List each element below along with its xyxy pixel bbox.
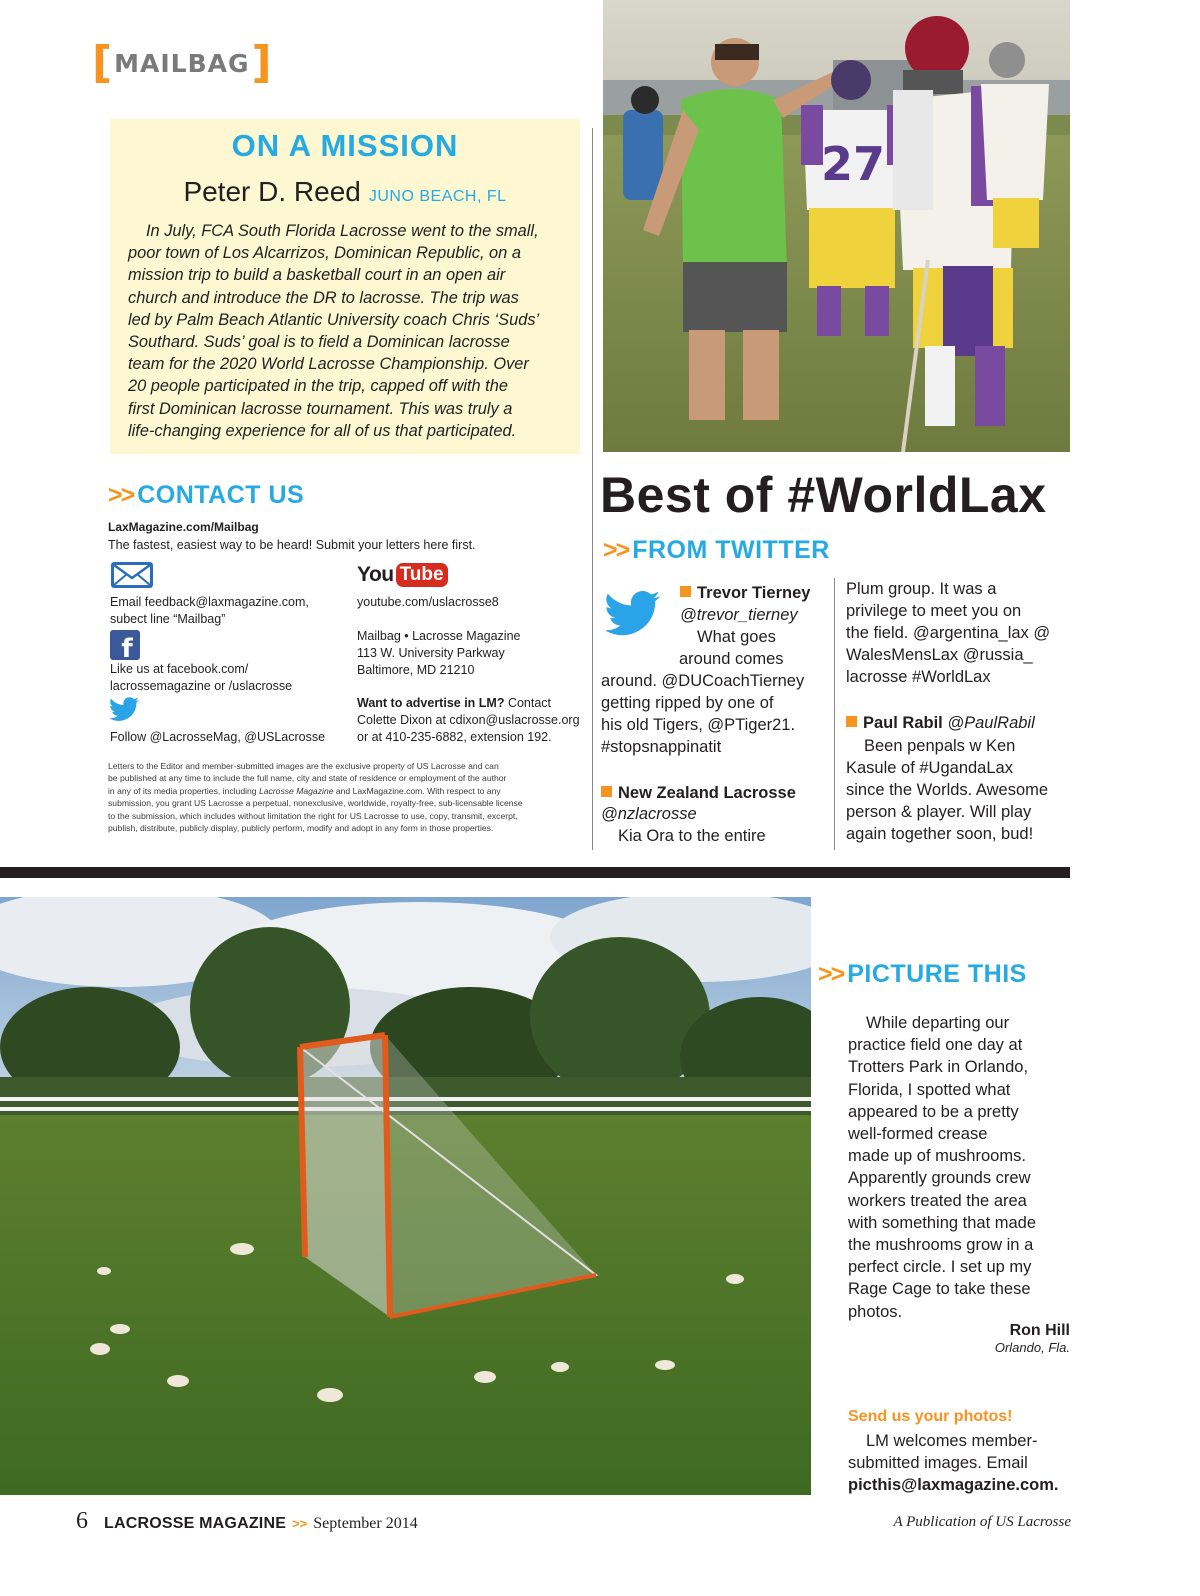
tweet-line: again together soon, bud! bbox=[846, 825, 1034, 843]
contact-subtitle: The fastest, easiest way to be heard! Submit your letters here first. bbox=[108, 538, 476, 552]
picture-line: appeared to be a pretty bbox=[848, 1102, 1019, 1121]
publisher-line: A Publication of US Lacrosse bbox=[893, 1514, 1071, 1530]
legal-italic: Lacrosse Magazine bbox=[258, 785, 334, 796]
section-divider-bar bbox=[0, 867, 1070, 878]
tweet-line: person & player. Will play bbox=[846, 803, 1032, 821]
letter-headline: ON A MISSION bbox=[231, 128, 459, 163]
tweet-line: #stopsnappinatit bbox=[601, 738, 722, 756]
legal-text: and LaxMagazine.com. With respect to any bbox=[333, 785, 501, 796]
twitter-follow-line[interactable]: Follow @LacrosseMag, @USLacrosse bbox=[110, 730, 326, 744]
mushroom-crease-photo-image bbox=[0, 897, 811, 1495]
advertise-info bbox=[357, 695, 580, 746]
tweet-author-name: Paul Rabil bbox=[863, 714, 943, 732]
left-bracket: [ bbox=[92, 37, 113, 88]
picture-line: photos. bbox=[848, 1302, 903, 1321]
letter-line: In July, FCA South Florida Lacrosse went to the small, bbox=[146, 222, 539, 240]
mail-line: Baltimore, MD 21210 bbox=[357, 663, 475, 677]
tweet-line: WalesMensLax @russia_ bbox=[846, 646, 1033, 664]
letter-line: 20 people participated in the trip, capped off with the bbox=[128, 377, 508, 396]
contact-heading bbox=[108, 481, 304, 510]
send-line: LM welcomes member- bbox=[866, 1432, 1038, 1450]
from-twitter-heading bbox=[603, 536, 830, 565]
advertise-bold: Want to advertise in LM? bbox=[357, 696, 505, 710]
advertise-line bbox=[357, 695, 580, 712]
column-divider bbox=[592, 128, 593, 850]
youtube-logo bbox=[357, 563, 448, 587]
picture-line: well-formed crease bbox=[848, 1125, 988, 1144]
facebook-line[interactable]: lacrossemagazine or /uslacrosse bbox=[110, 679, 293, 693]
tweet-author-name: Trevor Tierney bbox=[697, 584, 811, 602]
mail-address bbox=[357, 628, 521, 679]
from-twitter-text: FROM TWITTER bbox=[632, 536, 830, 564]
letter-author: Peter D. Reed bbox=[183, 176, 361, 207]
bullet-square-icon bbox=[680, 586, 691, 597]
mailbag-url[interactable]: LaxMagazine.com/Mailbag bbox=[108, 520, 259, 534]
send-photos-body bbox=[848, 1430, 1070, 1497]
twitter-bird-icon bbox=[606, 590, 662, 641]
letter-line: team for the 2020 World Lacrosse Championship. Over bbox=[128, 355, 529, 374]
legal-line: publish, distribute, publicly display, publicly perform, modify and adopt in any form in those properties. bbox=[108, 823, 494, 834]
mushroom-crease-photo bbox=[0, 897, 811, 1495]
letter-line: mission trip to build a basketball court in an open air bbox=[128, 266, 506, 285]
advertise-line: Colette Dixon at cdixon@uslacrosse.org bbox=[357, 713, 580, 727]
advertise-line: or at 410-235-6882, extension 192. bbox=[357, 730, 552, 744]
letter-line: led by Palm Beach Atlantic University coach Chris ‘Suds’ bbox=[128, 310, 540, 329]
signature-location: Orlando, Fla. bbox=[994, 1340, 1070, 1355]
advertise-rest: Contact bbox=[504, 696, 552, 710]
email-line[interactable]: Email feedback@laxmagazine.com, bbox=[110, 595, 309, 609]
players-photo-image bbox=[603, 0, 1070, 452]
tweet-line: since the Worlds. Awesome bbox=[846, 781, 1049, 799]
facebook-contact bbox=[110, 661, 292, 695]
contact-arrows: >> bbox=[108, 481, 134, 509]
youtube-url[interactable]: youtube.com/uslacrosse8 bbox=[357, 595, 499, 609]
tweet-line: Plum group. It was a bbox=[846, 580, 997, 598]
letter-line: poor town of Los Alcarrizos, Dominican Republic, on a bbox=[128, 244, 521, 263]
issue-date: September 2014 bbox=[313, 1515, 418, 1532]
signature-name: Ron Hill bbox=[1009, 1322, 1070, 1339]
right-bracket: ] bbox=[251, 37, 272, 88]
tweet-author bbox=[680, 582, 810, 604]
picture-line: made up of mushrooms. bbox=[848, 1147, 1026, 1166]
tweet-line: Been penpals w Ken bbox=[864, 737, 1016, 755]
letter-location: JUNO BEACH, FL bbox=[368, 188, 507, 205]
tweet-column-divider bbox=[834, 578, 835, 850]
picture-line: Trotters Park in Orlando, bbox=[848, 1058, 1029, 1077]
twitter-arrows: >> bbox=[603, 536, 629, 564]
tweet-line: the field. @argentina_lax @ bbox=[846, 624, 1051, 642]
bestof-title: Best of #WorldLax bbox=[600, 467, 1047, 523]
tweet-line: lacrosse #WorldLax bbox=[846, 668, 991, 686]
legal-line: submission, you grant US Lacrosse a perpetual, nonexclusive, worldwide, royalty-free, sub-licensable license bbox=[108, 798, 523, 809]
picture-line: with something that made bbox=[848, 1213, 1037, 1232]
send-email-link[interactable]: picthis@laxmagazine.com. bbox=[848, 1476, 1059, 1495]
tweet-handle[interactable]: @nzlacrosse bbox=[601, 805, 697, 823]
picture-line: Florida, I spotted what bbox=[848, 1080, 1011, 1099]
tweet-line: What goes bbox=[697, 628, 776, 646]
picture-line: Rage Cage to take these bbox=[848, 1280, 1031, 1299]
footer-arrows: >> bbox=[292, 1516, 308, 1531]
section-tag bbox=[92, 37, 272, 88]
legal-line: to the submission, which includes without limitation the right for US Lacrosse to use, copy, transmit, excerpt, bbox=[108, 810, 518, 821]
letter-line: first Dominican lacrosse tournament. This was truly a bbox=[128, 399, 513, 418]
twitter-small-icon bbox=[110, 697, 140, 726]
tweet-line: Kia Ora to the entire bbox=[618, 827, 766, 845]
tweet-author-name: New Zealand Lacrosse bbox=[618, 784, 796, 802]
tweet-author bbox=[846, 712, 1035, 734]
picture-this-text: PICTURE THIS bbox=[847, 960, 1027, 988]
picture-this-heading bbox=[818, 960, 1027, 989]
tweet-author bbox=[601, 782, 796, 804]
letter-line: life-changing experience for all of us that participated. bbox=[128, 421, 517, 440]
legal-text: in any of its media properties, including bbox=[108, 785, 259, 796]
magazine-name: LACROSSE MAGAZINE bbox=[104, 1515, 287, 1532]
legal-line bbox=[108, 785, 578, 797]
legal-line: be published at any time to include the full name, city and state of residence or employment of the author bbox=[108, 773, 507, 784]
picture-line: the mushrooms grow in a bbox=[848, 1236, 1034, 1255]
facebook-line[interactable]: Like us at facebook.com/ bbox=[110, 662, 249, 676]
bullet-square-icon bbox=[601, 786, 612, 797]
legal-notice bbox=[108, 760, 578, 834]
mail-line: Mailbag • Lacrosse Magazine bbox=[357, 629, 521, 643]
mail-line: 113 W. University Parkway bbox=[357, 646, 505, 660]
tweet-handle[interactable]: @trevor_tierney bbox=[680, 606, 798, 624]
picture-line: Apparently grounds crew bbox=[848, 1169, 1031, 1188]
bullet-square-icon bbox=[846, 716, 857, 727]
letter-body bbox=[128, 220, 568, 442]
picture-body bbox=[848, 1012, 1062, 1323]
picture-line: workers treated the area bbox=[848, 1191, 1027, 1210]
players-photo bbox=[603, 0, 1070, 452]
tweet-line: around comes bbox=[679, 650, 784, 668]
letter-byline bbox=[110, 176, 580, 208]
section-tag-label: MAILBAG bbox=[114, 48, 250, 78]
tweet-handle[interactable]: @PaulRabil bbox=[947, 714, 1035, 732]
tweet-line: getting ripped by one of bbox=[601, 694, 774, 712]
page-footer bbox=[76, 1508, 418, 1535]
page-number: 6 bbox=[76, 1508, 88, 1534]
picture-arrows: >> bbox=[818, 960, 844, 988]
tweet-line: his old Tigers, @PTiger21. bbox=[601, 716, 796, 734]
picture-line: perfect circle. I set up my bbox=[848, 1258, 1032, 1277]
svg-text:27: 27 bbox=[820, 137, 886, 191]
email-contact bbox=[110, 594, 309, 628]
tweet-line: privilege to meet you on bbox=[846, 602, 1022, 620]
picture-line: While departing our bbox=[866, 1014, 1010, 1032]
send-photos-heading: Send us your photos! bbox=[848, 1408, 1013, 1425]
letter-line: Southard. Suds’ goal is to field a Dominican lacrosse bbox=[128, 333, 510, 352]
tweet-line: around. @DUCoachTierney bbox=[601, 672, 805, 690]
letter-line: church and introduce the DR to lacrosse. The trip was bbox=[128, 288, 519, 307]
legal-line: Letters to the Editor and member-submitted images are the exclusive property of US Lacrosse and can bbox=[108, 761, 499, 771]
contact-heading-text: CONTACT US bbox=[137, 481, 305, 509]
signature bbox=[848, 1322, 1070, 1355]
picture-line: practice field one day at bbox=[848, 1036, 1023, 1055]
youtube-logo-tube: Tube bbox=[396, 563, 448, 587]
email-subject-line: subect line “Mailbag” bbox=[110, 612, 226, 626]
tweet-line: Kasule of #UgandaLax bbox=[846, 759, 1013, 777]
svg-text:f: f bbox=[121, 634, 133, 660]
youtube-logo-you: You bbox=[357, 563, 394, 586]
send-line: submitted images. Email bbox=[848, 1454, 1028, 1473]
facebook-icon bbox=[110, 630, 140, 665]
email-icon bbox=[110, 561, 154, 594]
